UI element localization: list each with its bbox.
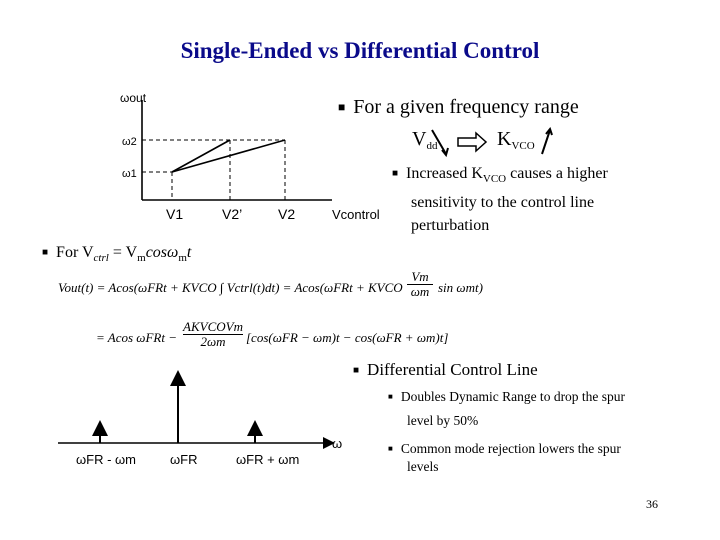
omega-axis-label: ω xyxy=(332,436,343,451)
page-number: 36 xyxy=(646,497,658,511)
v2-label: V2 xyxy=(278,206,296,222)
down-arrow-icon xyxy=(432,130,446,154)
bullet-frequency-range: ■ For a given frequency range xyxy=(338,96,579,118)
implies-arrow-icon xyxy=(458,133,486,151)
equation-line-2-tail: [cos(ωFR − ωm)t − cos(ωFR + ωm)t] xyxy=(246,330,449,345)
carrier-label: ωFR xyxy=(170,452,198,467)
bullet-differential-control: ■ Differential Control Line xyxy=(353,360,538,379)
bullet-square-icon: ■ xyxy=(353,365,360,376)
bullet-square-icon: ■ xyxy=(388,392,393,401)
y-axis-label: ωout xyxy=(120,91,147,105)
slide-title: Single-Ended vs Differential Control xyxy=(180,38,540,63)
bullet-common-mode: ■ Common mode rejection lowers the spur levels xyxy=(388,441,621,474)
shallow-kvco-line xyxy=(172,140,285,172)
bullet-square-icon: ■ xyxy=(392,168,399,179)
bullet-square-icon: ■ xyxy=(388,444,393,453)
spectrum-graph xyxy=(50,360,350,470)
omega1-label: ω1 xyxy=(122,168,137,180)
steep-kvco-line xyxy=(172,140,230,172)
equation-line-2: = Acos ωFRt − xyxy=(96,330,178,345)
vcontrol-label: Vcontrol xyxy=(332,207,380,222)
bullet-increased-kvco: ■ Increased $K_{VCO}$ causes a higher sensitivity to the control line perturbation xyxy=(392,165,608,234)
bullet-square-icon: ■ xyxy=(338,100,346,114)
kvco-label: $K_{VCO}$ xyxy=(497,128,535,152)
upper-spur-label: ωFR + ωm xyxy=(236,452,300,467)
v1-label: V1 xyxy=(166,206,184,222)
vdd-kvco-relation: $V_{dd}$ xyxy=(412,128,438,152)
equation-fraction-2: AKVCOVm 2ωm xyxy=(183,319,243,349)
bullet-vctrl: ■ For $V_{ctrl} = V_m\cos\omega_mt$ xyxy=(42,244,192,264)
relation-arrows xyxy=(420,124,570,164)
equation-line-1: Vout(t) = Acos(ωFRt + KVCO ∫ Vctrl(t)dt) = Acos(ωFRt + KVCO xyxy=(58,280,403,295)
equation-line-1-tail: sin ωmt) xyxy=(438,280,483,295)
bullet-doubles-range: ■ Doubles Dynamic Range to drop the spur level by 50% xyxy=(388,389,626,428)
lower-spur-label: ωFR - ωm xyxy=(76,452,137,467)
equation-fraction-1: Vm ωm xyxy=(407,270,433,299)
bullet-square-icon: ■ xyxy=(42,247,49,258)
v2prime-label: V2’ xyxy=(222,206,243,222)
omega2-label: ω2 xyxy=(122,136,137,148)
